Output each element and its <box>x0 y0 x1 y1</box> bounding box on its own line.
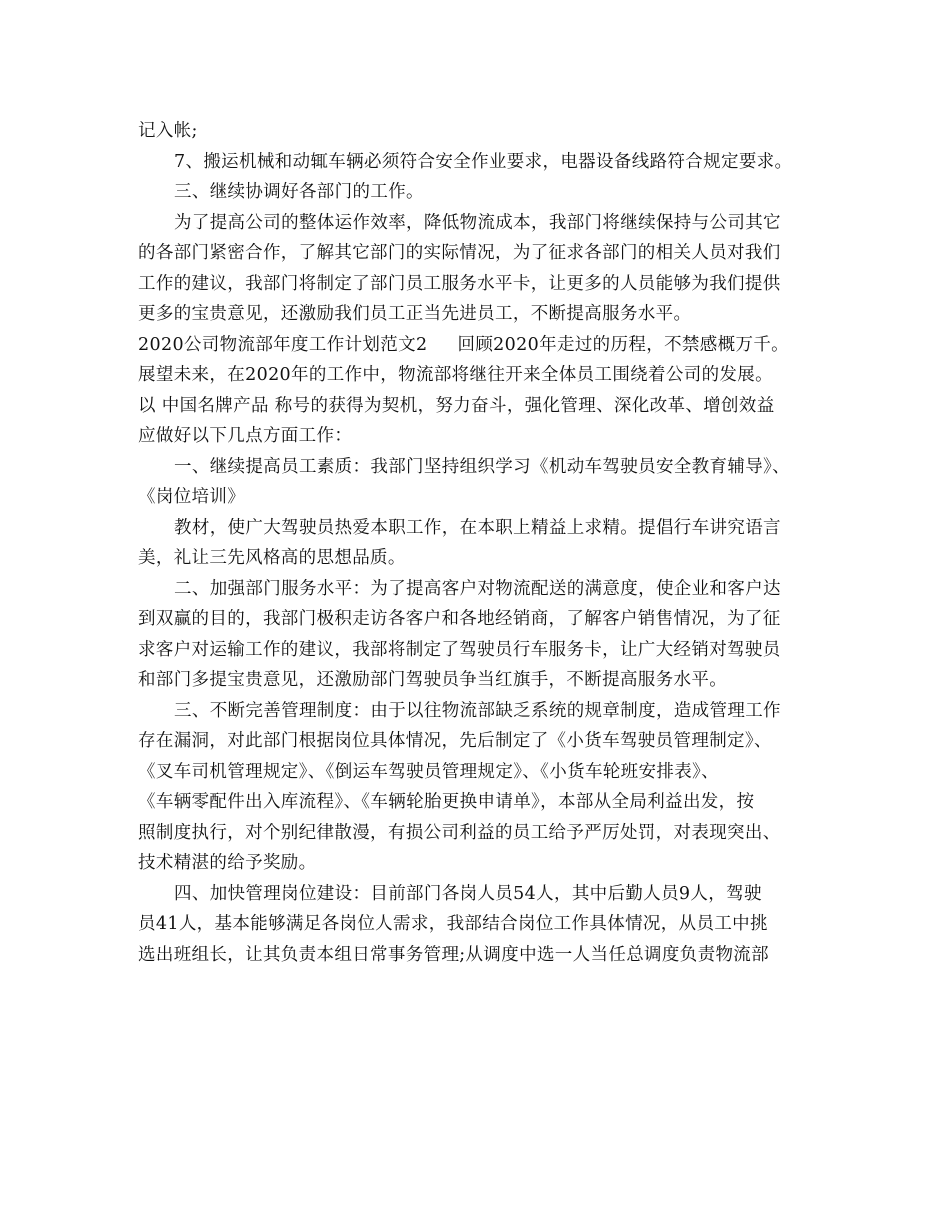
text-line: 教材，使广大驾驶员热爱本职工作，在本职上精益上求精。提倡行车讲究语言 <box>174 517 781 538</box>
text-line: 为了提高公司的整体运作效率，降低物流成本，我部门将继续保持与公司其它 <box>174 212 781 233</box>
text-line: 展望未来，在2020年的工作中，物流部将继往开来全体员工围绕着公司的发展。 <box>138 365 773 385</box>
text-line: 员41人，基本能够满足各岗位人需求，我部结合岗位工作具体情况，从员工中挑 <box>138 914 768 934</box>
title-line <box>138 330 822 361</box>
text-line: 以 中国名牌产品 称号的获得为契机，努力奋斗，强化管理、深化改革、增创效益 <box>138 395 775 416</box>
text-line: 四、加快管理岗位建设：目前部门各岗人员54人，其中后勤人员9人，驾驶 <box>174 883 762 904</box>
text-line: 存在漏洞，对此部门根据岗位具体情况，先后制定了《小货车驾驶员管理制定》、 <box>138 731 772 751</box>
text-line: 选出班组长，让其负责本组日常事务管理;从调度中选一人当任总调度负责物流部 <box>138 944 769 965</box>
text-line: 应做好以下几点方面工作： <box>138 426 353 446</box>
text-line: 求客户对运输工作的建议，我部将制定了驾驶员行车服务卡，让广大经销对驾驶员 <box>138 639 781 660</box>
text-line: 美，礼让三先风格高的思想品质。 <box>138 548 406 568</box>
text-line: 二、加强部门服务水平：为了提高客户对物流配送的满意度，使企业和客户达 <box>174 578 781 599</box>
text-line: 和部门多提宝贵意见，还激励部门驾驶员争当红旗手，不断提高服务水平。 <box>138 670 728 690</box>
text-line: 三、不断完善管理制度：由于以往物流部缺乏系统的规章制度，造成管理工作 <box>174 700 781 721</box>
text-line: 技术精湛的给予奖励。 <box>138 853 317 873</box>
text-line: 《岗位培训》 <box>138 487 246 507</box>
text-line: 《叉车司机管理规定》、《倒运车驾驶员管理规定》、《小货车轮班安排表》、 <box>138 761 719 782</box>
document-page <box>138 116 822 970</box>
text-line: 的各部门紧密合作，了解其它部门的实际情况，为了征求各部门的相关人员对我们 <box>138 243 781 263</box>
text-line: 照制度执行，对个别纪律散漫，有损公司利益的员工给予严厉处罚，对表现突出、 <box>138 822 781 843</box>
text-line: 回顾2020年走过的历程，不禁感概万千。 <box>457 334 790 355</box>
text-line: 到双赢的目的，我部门极积走访各客户和各地经销商，了解客户销售情况，为了征 <box>138 609 781 629</box>
text-line: 7、搬运机械和动辄车辆必须符合安全作业要求，电器设备线路符合规定要求。 <box>174 151 793 172</box>
text-line: 一、继续提高员工素质：我部门坚持组织学习《机动车驾驶员安全教育辅导》、 <box>174 456 790 477</box>
text-line: 记入帐; <box>138 121 198 141</box>
text-line: 更多的宝贵意见，还激励我们员工正当先进员工，不断提高服务水平。 <box>138 304 692 324</box>
section-heading: 三、继续协调好各部门的工作。 <box>174 182 424 202</box>
article-title: 2020公司物流部年度工作计划范文2 <box>138 334 428 355</box>
text-line: 工作的建议，我部门将制定了部门员工服务水平卡，让更多的人员能够为我们提供 <box>138 273 781 294</box>
text-line: 《车辆零配件出入库流程》、《车辆轮胎更换申请单》，本部从全局利益出发，按 <box>138 792 755 812</box>
